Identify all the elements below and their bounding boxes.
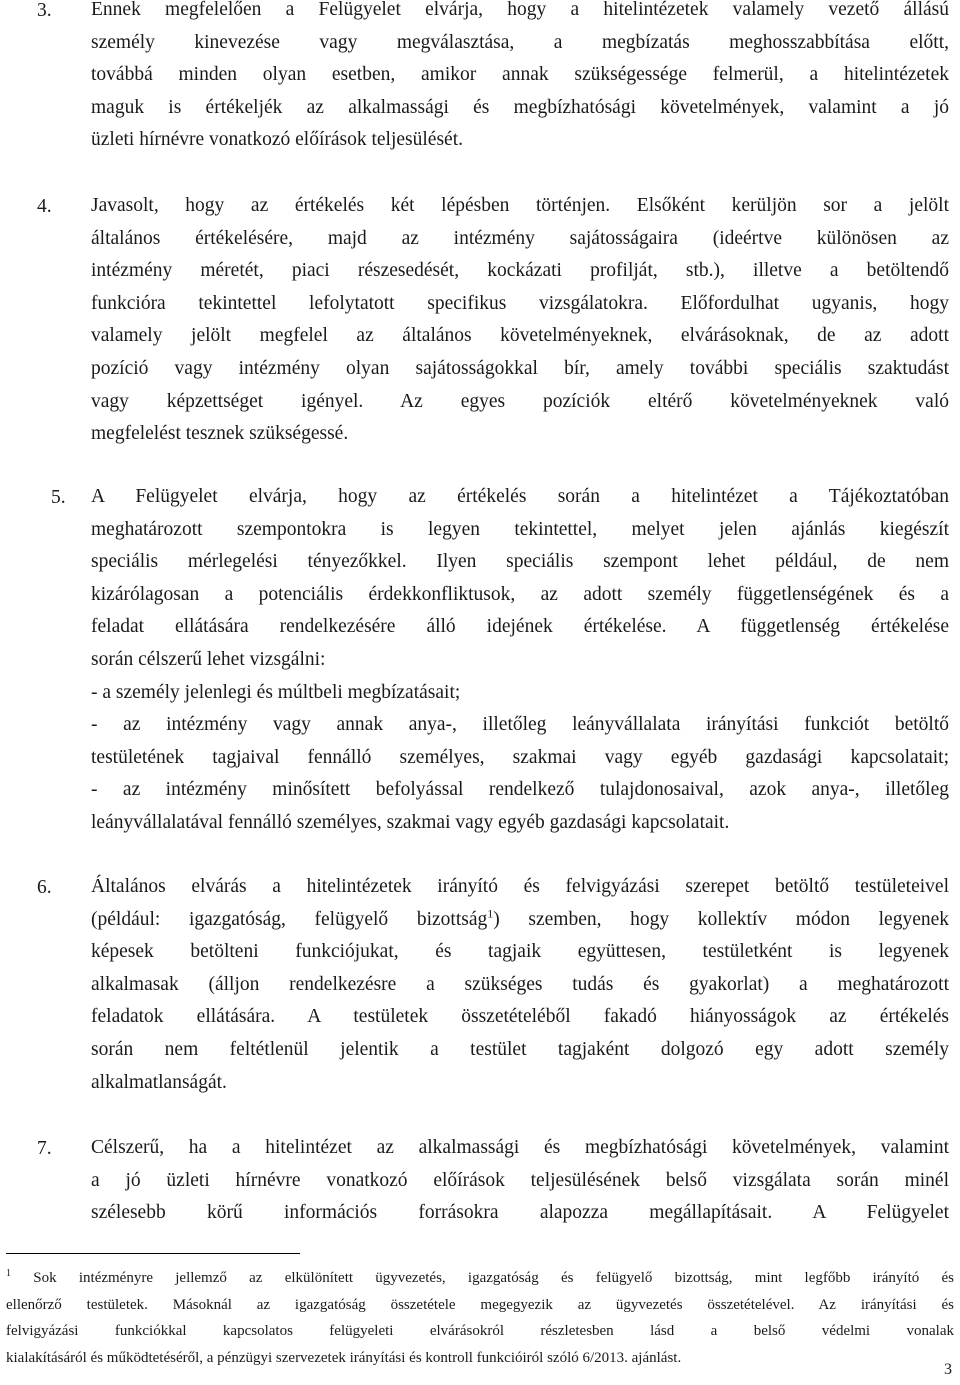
text-line: képesek betölteni funkciójukat, és tagjaik együttesen, testületként is legyenek — [91, 941, 949, 963]
text-line: általános értékelésére, majd az intézmény sajátosságaira (ideértve különösen az — [91, 227, 949, 249]
text-line: - a személy jelenlegi és múltbeli megbízatásait; — [91, 681, 461, 703]
item-number: 4. — [37, 196, 52, 217]
text-line — [91, 904, 949, 937]
footnote-ref: 1 — [487, 906, 494, 921]
text-line: Ennek megfelelően a Felügyelet elvárja, hogy a hitelintézetek valamely vezető állású — [91, 0, 949, 20]
text-line: Általános elvárás a hitelintézetek irányító és felvigyázási szerepet betöltő testületeivel — [91, 876, 949, 897]
text-line: üzleti hírnévre vonatkozó előírások teljesülését. — [91, 129, 463, 151]
text-line: ellenőrző testületek. Másoknál az igazgatóság összetétele megegyezik az ügyvezetés összetételével. Az irányítási és — [6, 1296, 954, 1313]
text-line: feladat ellátására rendelkezésére álló idejének értékelése. A függetlenség értékelése — [91, 616, 949, 638]
text-line: során célszerű lehet vizsgálni: — [91, 648, 326, 670]
item-text — [91, 1132, 949, 1230]
text-line: megfelelést tesznek szükségessé. — [91, 423, 349, 445]
text-line: intézmény méretét, piaci részesedését, kockázati profilját, stb.), illetve a betöltendő — [91, 260, 949, 282]
text-fragment: Sok intézményre jellemző az elkülönített ügyvezetés, igazgatóság és felügyelő bizottság, mint legfőbb irányító és — [33, 1270, 955, 1286]
text-line: Célszerű, ha a hitelintézet az alkalmassági és megbízhatósági követelmények, valamint — [91, 1137, 949, 1158]
text-line: személy kinevezése vagy megválasztása, a megbízatás meghosszabbítása előtt, — [91, 31, 949, 53]
text-line: - az intézmény minősített befolyással rendelkező tulajdonosaival, azok anya-, illetőleg — [91, 779, 949, 801]
item-number: 6. — [37, 877, 52, 898]
footnote — [6, 1265, 954, 1371]
text-line: alkalmatlanságát. — [91, 1071, 227, 1093]
item-text — [91, 190, 949, 451]
text-line: kialakításáról és működtetéséről, a pénzügyi szervezetek irányítási és kontroll funkcióiról szóló 6/2013. ajánlást. — [6, 1349, 682, 1366]
item-number: 3. — [37, 0, 52, 21]
text-line: testületének tagjaival fennálló személyes, szakmai vagy egyéb gazdasági kapcsolatait; — [91, 746, 949, 768]
text-line: a jó üzleti hírnévre vonatkozó előírások teljesülésének belső vizsgálata során minél — [91, 1169, 949, 1191]
item-number: 5. — [51, 487, 66, 508]
text-line: meghatározott szempontokra is legyen tekintettel, melyet jelen ajánlás kiegészít — [91, 518, 949, 540]
text-line: feladatok ellátására. A testületek összetételéből fakadó hiányosságok az értékelés — [91, 1006, 949, 1028]
text-line: továbbá minden olyan esetben, amikor annak szükségessége felmerül, a hitelintézetek — [91, 64, 949, 86]
text-line: Javasolt, hogy az értékelés két lépésben történjen. Elsőként kerüljön sor a jelölt — [91, 195, 949, 216]
text-line: - az intézmény vagy annak anya-, illetőleg leányvállalata irányítási funkciót betöltő — [91, 714, 949, 736]
text-fragment: ) szemben, hogy kollektív módon legyenek — [493, 908, 949, 930]
text-line: valamely jelölt megfelel az általános követelményeknek, elvárásoknak, de az adott — [91, 325, 949, 347]
text-line: leányvállalatával fennálló személyes, szakmai vagy egyéb gazdasági kapcsolatait. — [91, 811, 730, 833]
item-text — [91, 0, 949, 157]
text-line: szélesebb körű információs forrásokra alapozza megállapításait. A Felügyelet — [91, 1202, 949, 1224]
text-line — [6, 1265, 954, 1292]
text-line: során nem feltétlenül jelentik a testület tagjaként dolgozó egy adott személy — [91, 1038, 949, 1060]
text-line: pozíció vagy intézmény olyan sajátosságokkal bír, amely további speciális szaktudást — [91, 357, 949, 379]
page-number: 3 — [944, 1361, 952, 1378]
item-number: 7. — [37, 1138, 52, 1159]
footnote-marker: 1 — [6, 1268, 11, 1279]
text-line: felvigyázási funkciókkal kapcsolatos felügyeleti elvárásokról részletesben lásd a belső védelmi vonalak — [6, 1323, 954, 1339]
item-text — [91, 871, 949, 1099]
text-line: A Felügyelet elvárja, hogy az értékelés során a hitelintézet a Tájékoztatóban — [91, 486, 949, 507]
text-line: alkalmasak (álljon rendelkezésre a szükséges tudás és gyakorlat) a meghatározott — [91, 973, 949, 995]
item-text — [91, 481, 949, 840]
text-line: kizárólagosan a potenciális érdekkonfliktusok, az adott személy függetlenségének és a — [91, 583, 949, 605]
text-line: maguk is értékeljék az alkalmassági és megbízhatósági követelmények, valamint a jó — [91, 96, 949, 118]
text-fragment: (például: igazgatóság, felügyelő bizottság — [91, 908, 488, 930]
text-line: speciális mérlegelési tényezőkkel. Ilyen speciális szempont lehet például, de nem — [91, 551, 949, 573]
text-line: funkcióra tekintettel lefolytatott specifikus vizsgálatokra. Előfordulhat ugyanis, hogy — [91, 292, 949, 314]
footnote-separator — [6, 1253, 300, 1254]
text-line: vagy képzettséget igényel. Az egyes pozíciók eltérő követelményeknek való — [91, 390, 949, 412]
